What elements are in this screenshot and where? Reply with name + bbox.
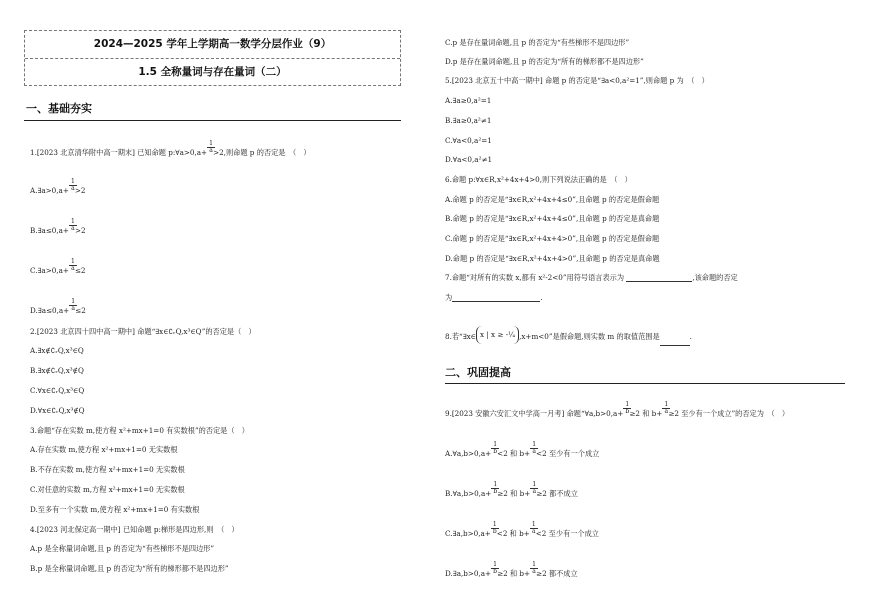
q1-option-d[interactable]: D.∃a≤0,a+ $\frac{1}{a}$ ≤2 <box>30 298 86 315</box>
q2-option-c[interactable]: C.∀x∈∁ᵣQ,x³∈Q <box>30 386 85 395</box>
q5-option-d[interactable]: D.∀a<0,a²≠1 <box>445 155 493 164</box>
q1-text-after: >2,则命题 p 的否定是 （ ） <box>213 148 311 157</box>
question-3: 3.命题“存在实数 m,使方程 x²+mx+1=0 有实数根”的否定是（ ） <box>30 426 249 435</box>
q1-option-c[interactable]: C.∃a>0,a+ $\frac{1}{a}$ ≤2 <box>30 258 86 275</box>
q6-option-a[interactable]: A.命题 p 的否定是“∃x∈R,x²+4x+4≤0”,且命题 p 的否定是假命题 <box>445 195 660 204</box>
question-6: 6.命题 p:∀x∈R,x²+4x+4>0,则下列说法正确的是 （ ） <box>445 175 632 184</box>
q9-option-a[interactable]: A.∀a,b>0,a+ $\frac{1}{b}$ <2 和 b+ $\frac{1}{a}$ <2 至少有一个成立 <box>445 441 600 458</box>
q5-option-a[interactable]: A.∃a≥0,a²=1 <box>445 96 492 105</box>
question-1: 1.[2023 北京清华附中高一期末] 已知命题 p:∀a>0,a+ $\frac{1}{a}$ >2,则命题 p 的否定是 （ ） <box>30 140 311 157</box>
q6-option-d[interactable]: D.命题 p 的否定是“∃x∈R,x²+4x+4>0”,且命题 p 的否定是真命题 <box>445 254 660 263</box>
q2-option-a[interactable]: A.∃x∉∁ᵣQ,x³∈Q <box>30 346 84 355</box>
question-7-cont: 为 . <box>445 293 543 302</box>
q6-option-b[interactable]: B.命题 p 的否定是“∃x∈R,x²+4x+4≤0”,且命题 p 的否定是真命题 <box>445 214 660 223</box>
q3-option-a[interactable]: A.存在实数 m,使方程 x²+mx+1=0 无实数根 <box>30 445 178 454</box>
q1-text: 1.[2023 北京清华附中高一期末] 已知命题 p:∀a>0,a+ <box>30 148 208 157</box>
question-8: 8.若“∃x∈ x | x ≥ -¹⁄₄ ,x+m<0”是假命题,则实数 m 的取值范围是 . <box>445 328 692 346</box>
q5-option-b[interactable]: B.∃a≥0,a²≠1 <box>445 116 492 125</box>
q6-option-c[interactable]: C.命题 p 的否定是“∃x∈R,x²+4x+4>0”,且命题 p 的否定是假命题 <box>445 234 660 243</box>
title-box <box>24 30 401 86</box>
q2-option-d[interactable]: D.∀x∈∁ᵣQ,x³∉Q <box>30 406 85 415</box>
question-5: 5.[2023 北京五十中高一期中] 命题 p 的否定是“∃a<0,a²=1”,则命题 p 为 （ ） <box>445 76 709 85</box>
section-heading-advanced: 二、巩固提高 <box>445 366 511 379</box>
q4-option-b[interactable]: B.p 是全称量词命题,且 p 的否定为“所有的梯形都不是四边形” <box>30 564 229 573</box>
q4-option-c[interactable]: C.p 是存在量词命题,且 p 的否定为“有些梯形不是四边形” <box>445 38 630 47</box>
question-4: 4.[2023 河北保定高一期中] 已知命题 p:梯形是四边形,则 （ ） <box>30 525 239 534</box>
q5-option-c[interactable]: C.∀a<0,a²=1 <box>445 136 492 145</box>
question-9: 9.[2023 安徽六安汇文中学高一月考] 命题“∀a,b>0,a+ $\frac{1}{b}$ ≥2 和 b+ $\frac{1}{a}$ ≥2 至少有一个成立”的否定为 （ ） <box>445 401 790 418</box>
worksheet-subtitle: 1.5 全称量词与存在量词（二） <box>138 66 287 78</box>
question-7: 7.命题“对所有的实数 x,都有 x²-2<0”用符号语言表示为 ,该命题的否定 <box>445 273 738 282</box>
q2-option-b[interactable]: B.∃x∉∁ᵣQ,x³∉Q <box>30 366 84 375</box>
q9-option-c[interactable]: C.∃a,b>0,a+ $\frac{1}{b}$ <2 和 b+ $\frac{1}{a}$ <2 至少有一个成立 <box>445 521 599 538</box>
q9-option-b[interactable]: B.∀a,b>0,a+ $\frac{1}{b}$ ≥2 和 b+ $\frac{1}{a}$ ≥2 都不成立 <box>445 481 578 498</box>
q7-answer-blank-2[interactable] <box>452 294 540 302</box>
section-heading-basic: 一、基础夯实 <box>26 102 92 115</box>
q7-answer-blank-1[interactable] <box>626 274 692 282</box>
worksheet-title: 2024—2025 学年上学期高一数学分层作业（9） <box>25 31 400 59</box>
q3-option-b[interactable]: B.不存在实数 m,使方程 x²+mx+1=0 无实数根 <box>30 465 185 474</box>
q1-option-a[interactable]: A.∃a>0,a+ $\frac{1}{a}$ >2 <box>30 178 86 195</box>
question-2: 2.[2023 北京四十四中高一期中] 命题“∃x∈∁ᵣQ,x³∈Q”的否定是（ ） <box>30 327 256 336</box>
q4-option-d[interactable]: D.p 是存在量词命题,且 p 的否定为“所有的梯形都不是四边形” <box>445 57 644 66</box>
q8-set: x | x ≥ -¹⁄₄ <box>476 326 519 344</box>
q1-option-b[interactable]: B.∃a≤0,a+ $\frac{1}{a}$ >2 <box>30 218 86 235</box>
section-divider-2 <box>445 383 845 384</box>
q3-option-d[interactable]: D.至多有一个实数 m,使方程 x²+mx+1=0 有实数根 <box>30 505 200 514</box>
section-divider <box>24 120 401 121</box>
q3-option-c[interactable]: C.对任意的实数 m,方程 x²+mx+1=0 无实数根 <box>30 485 185 494</box>
q8-answer-blank[interactable] <box>660 338 690 346</box>
q4-option-a[interactable]: A.p 是全称量词命题,且 p 的否定为“有些梯形不是四边形” <box>30 544 215 553</box>
q9-option-d[interactable]: D.∃a,b>0,a+ $\frac{1}{b}$ ≥2 和 b+ $\frac{1}{a}$ ≥2 都不成立 <box>445 561 578 578</box>
